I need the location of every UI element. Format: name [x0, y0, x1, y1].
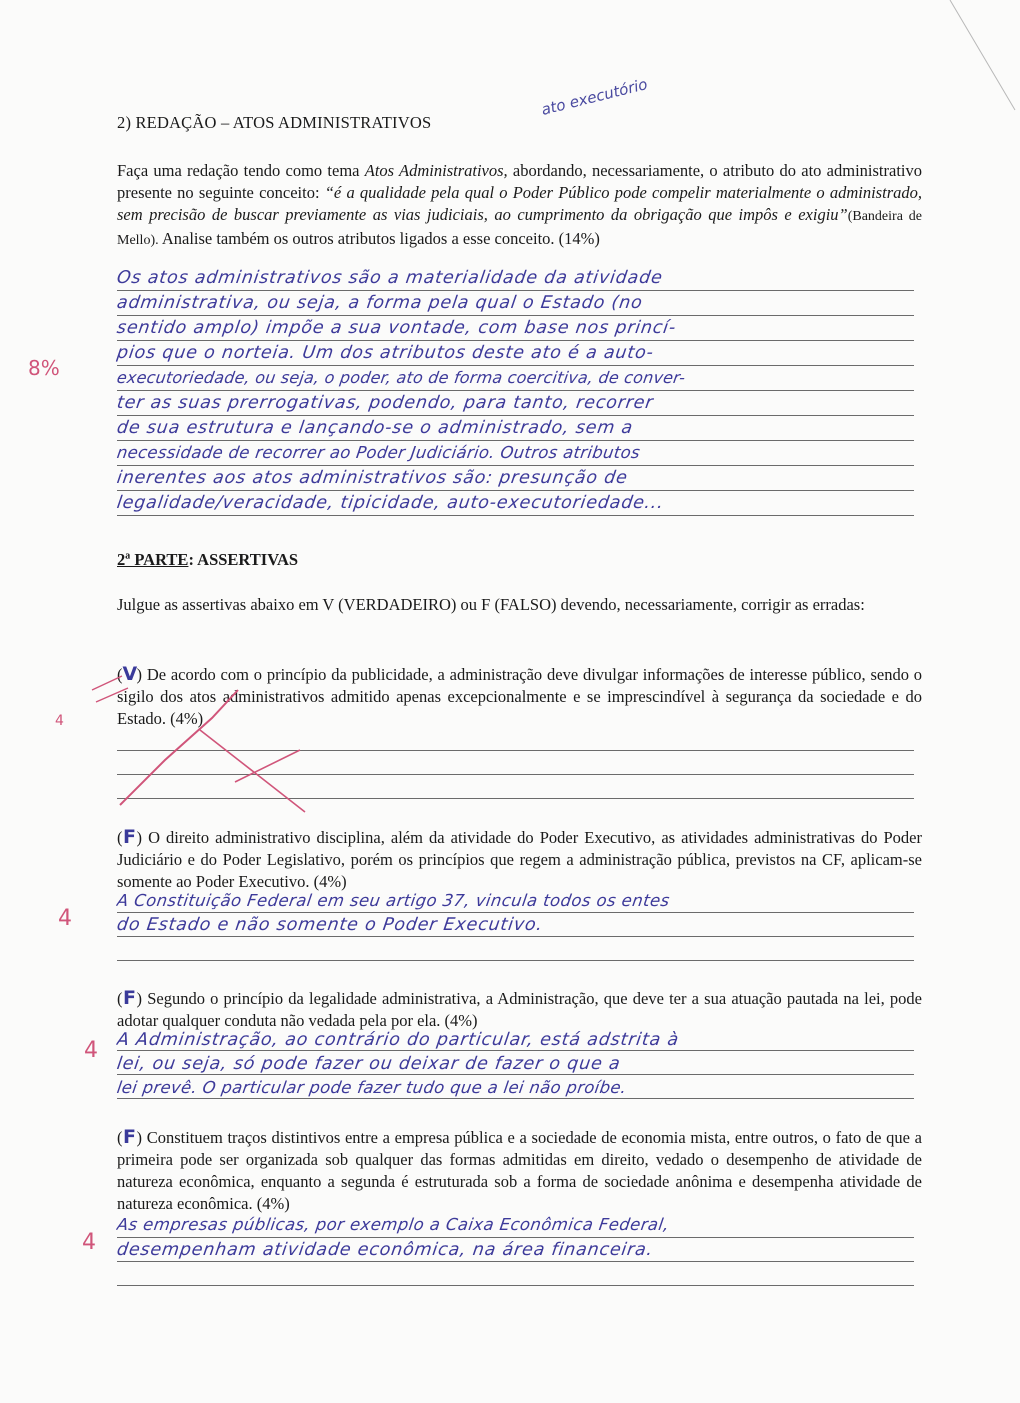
cross-mark-icon — [200, 730, 305, 812]
question-1-grade: 4 — [55, 713, 64, 729]
essay-line: inerentes aos atos administrativos são: presunção de — [115, 468, 630, 488]
essay-line: pios que o norteia. Um dos atributos deste ato é a auto- — [115, 343, 656, 363]
question-2-grade: 4 — [58, 906, 72, 931]
essay-line: Os atos administrativos são a materialidade da atividade — [115, 268, 665, 288]
essay-line: necessidade de recorrer ao Poder Judiciário. Outros atributos — [115, 443, 642, 462]
answer-mark: F — [123, 826, 136, 848]
assertion-4: (F) Constituem traços distintivos entre a empresa pública e a sociedade de economia mista, entre outros, o fato de que a primeira pode ser organizada sob qualquer das formas admitidas em direito, vedado o desempenho de atividade de natureza econômica, enquanto a segunda é estruturada sob a forma de sociedade anônima e desempenha atividade de natureza econômica. (4%) — [117, 1126, 922, 1213]
assertion-1: (V) De acordo com o princípio da publicidade, a administração deve divulgar informações de interesse público, sendo o sigilo dos atos administrativos admitido apenas excepcionalmente e se imprescindível à segurança da sociedade e do Estado. (4%) — [117, 663, 922, 728]
essay-line: legalidade/veracidade, tipicidade, auto-executoriedade... — [115, 493, 666, 513]
answer-mark: V — [122, 663, 138, 685]
answer-line: desempenham atividade econômica, na área financeira. — [115, 1240, 655, 1260]
question-3-grade: 4 — [84, 1038, 98, 1063]
answer-line: A Administração, ao contrário do particular, está adstrita à — [115, 1030, 681, 1050]
essay-line: de sua estrutura e lançando-se o administrado, sem a — [115, 418, 635, 438]
instructions: Julgue as assertivas abaixo em V (VERDADEIRO) ou F (FALSO) devendo, necessariamente, corrigir as erradas: — [117, 595, 865, 614]
question-4-grade: 4 — [82, 1230, 96, 1255]
answer-line: do Estado e não somente o Poder Executivo. — [115, 915, 545, 935]
answer-line: A Constituição Federal em seu artigo 37, vincula todos os entes — [115, 891, 672, 910]
handwritten-margin-note: ato executório — [539, 75, 650, 119]
essay-grade: 8% — [28, 356, 60, 380]
page-edge-line — [950, 0, 1015, 110]
citation: (Bandeira de Mello). — [117, 209, 922, 248]
assertion-3: (F) Segundo o princípio da legalidade administrativa, a Administração, que deve ter a sua atuação pautada na lei, pode adotar qualquer conduta não vedada pela por ela. (4%) — [117, 987, 922, 1030]
essay-line: executoriedade, ou seja, o poder, ato de forma coercitiva, de conver- — [115, 368, 687, 387]
part-2-heading: 2ª PARTE: ASSERTIVAS — [117, 550, 299, 569]
essay-line: ter as suas prerrogativas, podendo, para tanto, recorrer — [115, 393, 655, 413]
essay-line: sentido amplo) impõe a sua vontade, com base nos princí- — [115, 318, 678, 338]
essay-prompt: Faça uma redação tendo como tema Atos Administrativos, abordando, necessariamente, o atributo do ato administrativo presente no seguinte conceito: “é a qualidade pela qual o Poder Público pode compelir materialmente o administrado, sem precisão de buscar previamente as vias judiciais, ao cumprimento da obrigação que impôs e exigiu”(Bandeira de Mello). Analise também os outros atributos ligados a esse conceito. (14%) — [117, 161, 922, 248]
section-title: 2) REDAÇÃO – ATOS ADMINISTRATIVOS — [117, 113, 432, 132]
answer-mark: F — [123, 1126, 136, 1148]
answer-line: lei, ou seja, só pode fazer ou deixar de fazer o que a — [115, 1054, 622, 1074]
answer-line: As empresas públicas, por exemplo a Caixa Econômica Federal, — [115, 1215, 671, 1234]
concept-quote: “é a qualidade pela qual o Poder Público pode compelir materialmente o administrado, sem precisão de buscar previamente as vias judiciais, ao cumprimento da obrigação que impôs e exigiu” — [117, 183, 922, 224]
assertion-2: (F) O direito administrativo disciplina, além da atividade do Poder Executivo, as atividades administrativas do Poder Judiciário e do Poder Legislativo, porém os princípios que regem a administração pública, previstos na CF, aplicam-se somente ao Poder Executivo. (4%) — [117, 826, 922, 891]
essay-line: administrativa, ou seja, a forma pela qual o Estado (no — [115, 293, 644, 313]
answer-line: lei prevê. O particular pode fazer tudo que a lei não proíbe. — [115, 1078, 628, 1097]
answer-mark: F — [123, 987, 136, 1009]
